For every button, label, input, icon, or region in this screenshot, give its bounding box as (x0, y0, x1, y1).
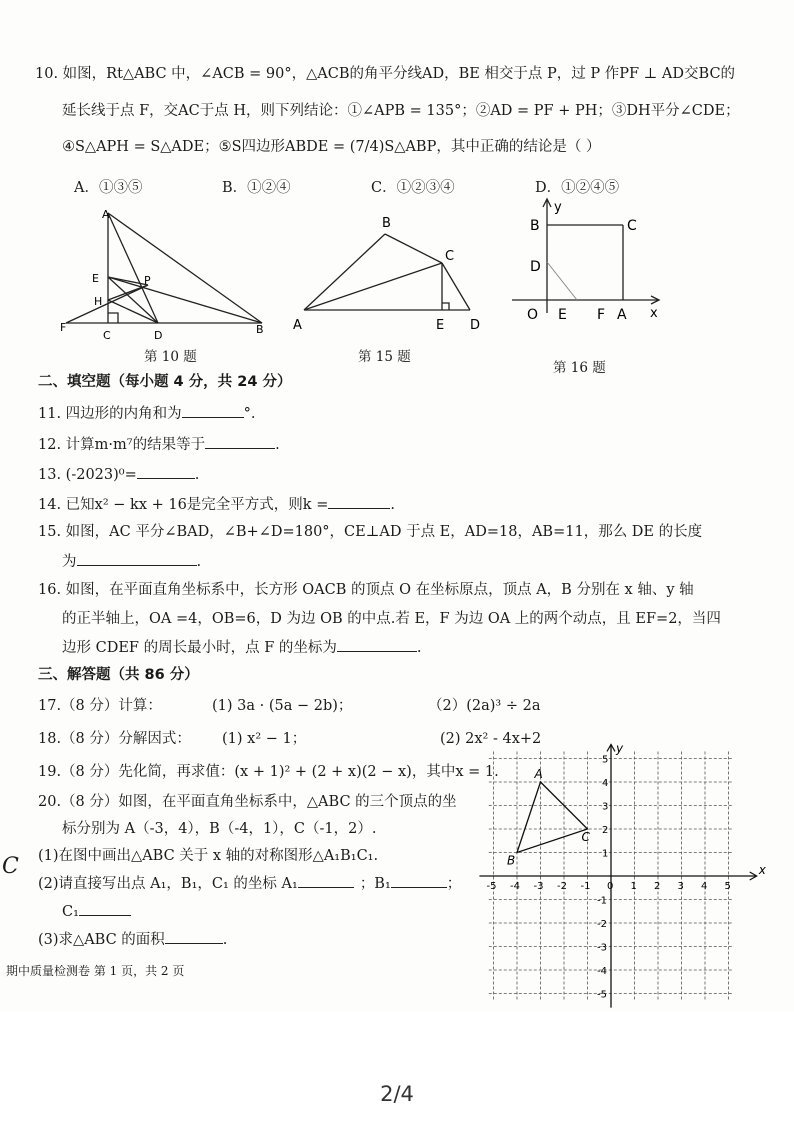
fig15-label-d: D (470, 318, 481, 333)
q12-blank[interactable] (205, 434, 275, 449)
q10-line3: ④S△APH = S△ADE；⑤S四边形ABDE = (7/4)S△ABP，其中正确的结论是（ ） (62, 139, 601, 155)
q10-line1: 10. 如图，Rt△ABC 中，∠ACB = 90°，△ACB的角平分线AD，BE 相交于点 P，过 P 作PF ⊥ AD交BC的 (35, 66, 736, 82)
q20-line5 (62, 901, 131, 922)
y-axis-label: y (616, 741, 624, 756)
q15-text: 为 (62, 554, 77, 570)
q16-line3 (62, 637, 421, 658)
q15-suffix: . (196, 554, 202, 570)
margin-mark: C (2, 854, 19, 879)
fig15-caption: 第 15 题 (358, 349, 411, 365)
q20-line2: 标分别为 A（-3，4），B（-4，1），C（-1，2）. (62, 821, 377, 837)
triangle-vertex-label: B (507, 853, 516, 868)
q20-line1: 20.（8 分）如图，在平面直角坐标系中，△ABC 的三个顶点的坐 (38, 794, 457, 810)
x-tick-label: -5 (486, 881, 497, 892)
q15-blank[interactable] (77, 551, 197, 566)
fig10-label-h: H (94, 295, 103, 308)
y-tick-label: -1 (597, 895, 607, 907)
x-axis-label: x (758, 863, 766, 877)
fig15-label-b: B (382, 216, 391, 231)
y-tick-label: -2 (597, 919, 607, 930)
fig15-label-c: C (445, 249, 455, 264)
fig10-label-a: A (102, 208, 110, 221)
q20-c1-blank[interactable] (79, 901, 131, 916)
q18-label: 18.（8 分）分解因式： (38, 731, 191, 747)
q13-blank[interactable] (137, 464, 195, 479)
q11-blank[interactable] (182, 403, 244, 418)
triangle-vertex-label: A (534, 767, 543, 781)
q17-label: 17.（8 分）计算： (38, 698, 162, 714)
q20-c1-text: C₁ (62, 904, 79, 920)
section-3-title: 三、解答题（共 86 分） (38, 667, 199, 683)
fig16-label-x: x (650, 306, 658, 321)
fig10-label-e: E (92, 272, 99, 285)
fig10-label-b: B (256, 323, 264, 336)
q17-part1: (1) 3a · (5a − 2b)； (212, 698, 353, 714)
q15-line1: 15. 如图，AC 平分∠BAD，∠B+∠D=180°，CE⊥AD 于点 E，AD=18，AB=11，那么 DE 的长度 (38, 524, 703, 540)
y-tick-label: -3 (597, 942, 607, 954)
fig16-label-e: E (558, 307, 567, 323)
figure-16 (507, 195, 672, 325)
section-2-title: 二、填空题（每小题 4 分，共 24 分） (38, 374, 292, 390)
q13 (38, 464, 199, 485)
fig10-label-c: C (103, 329, 111, 342)
y-tick-label: -4 (597, 966, 607, 977)
x-tick-label: 2 (654, 881, 661, 892)
x-tick-label: -4 (510, 881, 520, 892)
x-tick-label: 4 (701, 881, 708, 892)
x-tick-label: 3 (677, 881, 684, 892)
q10-option-c: C．①②③④ (371, 180, 455, 196)
q20-a1-text: (2)请直接写出点 A₁，B₁，C₁ 的坐标 A₁ (38, 876, 298, 892)
q14-blank[interactable] (328, 494, 390, 509)
y-tick-label: 3 (602, 801, 609, 813)
q18-part1: (1) x² − 1； (222, 731, 307, 747)
q20-area-suffix: . (222, 932, 228, 948)
q20-line3: (1)在图中画出△ABC 关于 x 轴的对称图形△A₁B₁C₁. (38, 848, 379, 864)
q16-line1: 16. 如图，在平面直角坐标系中，长方形 OACB 的顶点 O 在坐标原点，顶点 A，B 分别在 x 轴、y 轴 (38, 582, 694, 598)
fig16-label-d: D (530, 259, 541, 275)
fig16-label-c: C (627, 218, 637, 234)
q12-suffix: . (275, 437, 280, 453)
q20-line6 (38, 929, 227, 950)
q15-line2 (62, 551, 201, 572)
x-tick-label: -3 (533, 881, 544, 892)
q12-text: 12. 计算m·m⁷的结果等于 (38, 437, 206, 453)
triangle-vertex-label: C (581, 830, 590, 844)
x-tick-label: 5 (724, 881, 731, 892)
q19: 19.（8 分）先化简，再求值：(x + 1)² + (2 + x)(2 − x)，其中x = 1. (38, 764, 499, 780)
q14-suffix: . (390, 497, 395, 513)
y-tick-label: 2 (602, 825, 609, 836)
q13-text: 13. (-2023)⁰= (38, 467, 137, 483)
q16-suffix: . (416, 640, 422, 656)
fig16-caption: 第 16 题 (553, 360, 606, 376)
q20-a1-blank[interactable] (298, 873, 354, 888)
q16-line2: 的正半轴上，OA =4，OB=6，D 为边 OB 的中点.若 E，F 为边 OA 上的两个动点，且 EF=2，当四 (62, 611, 721, 627)
y-tick-label: 1 (602, 848, 609, 860)
q14-text: 14. 已知x² − kx + 16是完全平方式，则k = (38, 497, 329, 513)
coordinate-grid (485, 740, 770, 1001)
q14 (38, 494, 395, 515)
q20-b1-suffix: ； (446, 876, 462, 892)
q10-option-b: B．①②④ (222, 180, 291, 196)
q10-option-a: A．①③⑤ (74, 180, 143, 196)
q18-part2: (2) 2x² - 4x+2 (440, 731, 542, 747)
q11-suffix: °. (243, 406, 256, 422)
fig16-label-a: A (617, 307, 627, 323)
q16-text: 边形 CDEF 的周长最小时，点 F 的坐标为 (62, 640, 337, 656)
fig16-label-b: B (530, 218, 540, 234)
fig15-label-a: A (293, 318, 302, 333)
q20-line4 (38, 873, 461, 894)
q20-area-blank[interactable] (165, 929, 223, 944)
y-tick-label: 5 (602, 754, 609, 766)
figure-10 (58, 205, 278, 345)
page-footer: 期中质量检测卷 第 1 页，共 2 页 (6, 964, 185, 978)
page-number: 2/4 (380, 1082, 414, 1106)
y-tick-label: -5 (597, 989, 607, 1001)
fig16-label-f: F (597, 307, 606, 323)
q20-b1-blank[interactable] (391, 873, 447, 888)
q13-suffix: . (194, 467, 200, 483)
triangle-abc (517, 782, 588, 853)
q20-b1-text: ；B₁ (359, 876, 391, 892)
x-tick-label: 1 (630, 881, 637, 892)
fig10-label-f: F (60, 321, 67, 334)
q12 (38, 434, 280, 455)
y-tick-label: 4 (602, 778, 609, 789)
q11-text: 11. 四边形的内角和为 (38, 406, 182, 422)
x-tick-label: -1 (580, 881, 591, 892)
q11 (38, 403, 256, 424)
fig10-label-p: P (144, 274, 151, 287)
x-tick-label: 0 (607, 881, 614, 892)
fig16-label-y: y (554, 200, 562, 215)
q16-blank[interactable] (337, 637, 417, 652)
fig16-label-o: O (527, 307, 539, 323)
fig10-label-d: D (154, 329, 163, 342)
fig10-caption: 第 10 题 (144, 349, 197, 365)
figure-15 (290, 212, 490, 337)
fig15-label-e: E (436, 318, 445, 333)
q17-part2: （2）(2a)³ ÷ 2a (428, 698, 541, 714)
q10-option-d: D．①②④⑤ (535, 180, 620, 196)
q20-area-text: (3)求△ABC 的面积 (38, 932, 165, 948)
q10-line2: 延长线于点 F，交AC于点 H，则下列结论：①∠APB = 135°；②AD = PF + PH；③DH平分∠CDE； (62, 103, 740, 119)
x-tick-label: -2 (557, 881, 567, 892)
